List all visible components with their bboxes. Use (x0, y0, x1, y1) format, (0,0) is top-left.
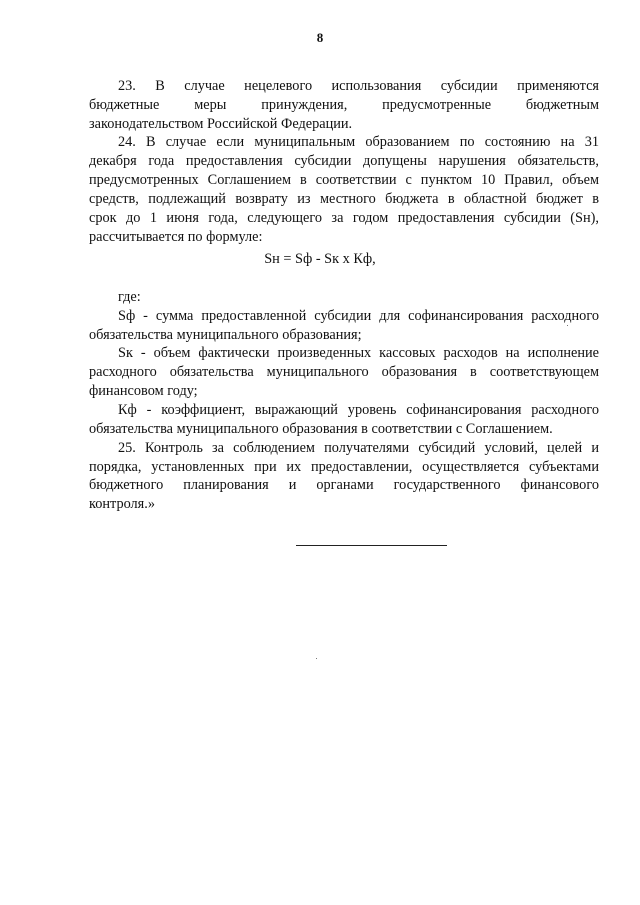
page-number: 8 (316, 30, 324, 45)
text-line: финансовом году; (89, 383, 198, 399)
text-line: где: (118, 289, 141, 305)
text-line: бюджетные меры принуждения, предусмотренные бюджетным (89, 97, 599, 113)
closing-rule (296, 545, 447, 546)
text-line: рассчитывается по формуле: (89, 229, 263, 245)
scan-speck (316, 658, 317, 659)
text-line: бюджетного планирования и органами государственного финансового (89, 477, 599, 493)
text-line: обязательства муниципального образования в соответствии с Соглашением. (89, 421, 553, 437)
text-line: законодательством Российской Федерации. (89, 116, 353, 132)
scan-speck (567, 325, 568, 326)
formula: Sн = Sф - Sк х Кф, (264, 251, 376, 267)
text-line: Кф - коэффициент, выражающий уровень софинансирования расходного (118, 402, 599, 418)
text-line: контроля.» (89, 496, 155, 512)
text-line: средств, подлежащий возврату из местного бюджета в областной бюджет в (89, 191, 599, 207)
text-line: декабря года предоставления субсидии допущены нарушения обязательств, (89, 153, 599, 169)
text-line: порядка, установленных при их предоставлении, осуществляется субъектами (89, 459, 599, 475)
text-line: Sк - объем фактически произведенных кассовых расходов на исполнение (118, 345, 599, 361)
text-line: 24. В случае если муниципальным образованием по состоянию на 31 (118, 134, 599, 150)
text-line: 23. В случае нецелевого использования субсидии применяются (118, 78, 599, 94)
text-line: 25. Контроль за соблюдением получателями субсидий условий, целей и (118, 440, 599, 456)
text-line: предусмотренных Соглашением в соответствии с пунктом 10 Правил, объем (89, 172, 599, 188)
text-line: обязательства муниципального образования; (89, 327, 362, 343)
text-line: срок до 1 июня года, следующего за годом предоставления субсидии (Sн), (89, 210, 599, 226)
text-line: расходного обязательства муниципального образования в соответствующем (89, 364, 599, 380)
text-line: Sф - сумма предоставленной субсидии для софинансирования расходного (118, 308, 599, 324)
